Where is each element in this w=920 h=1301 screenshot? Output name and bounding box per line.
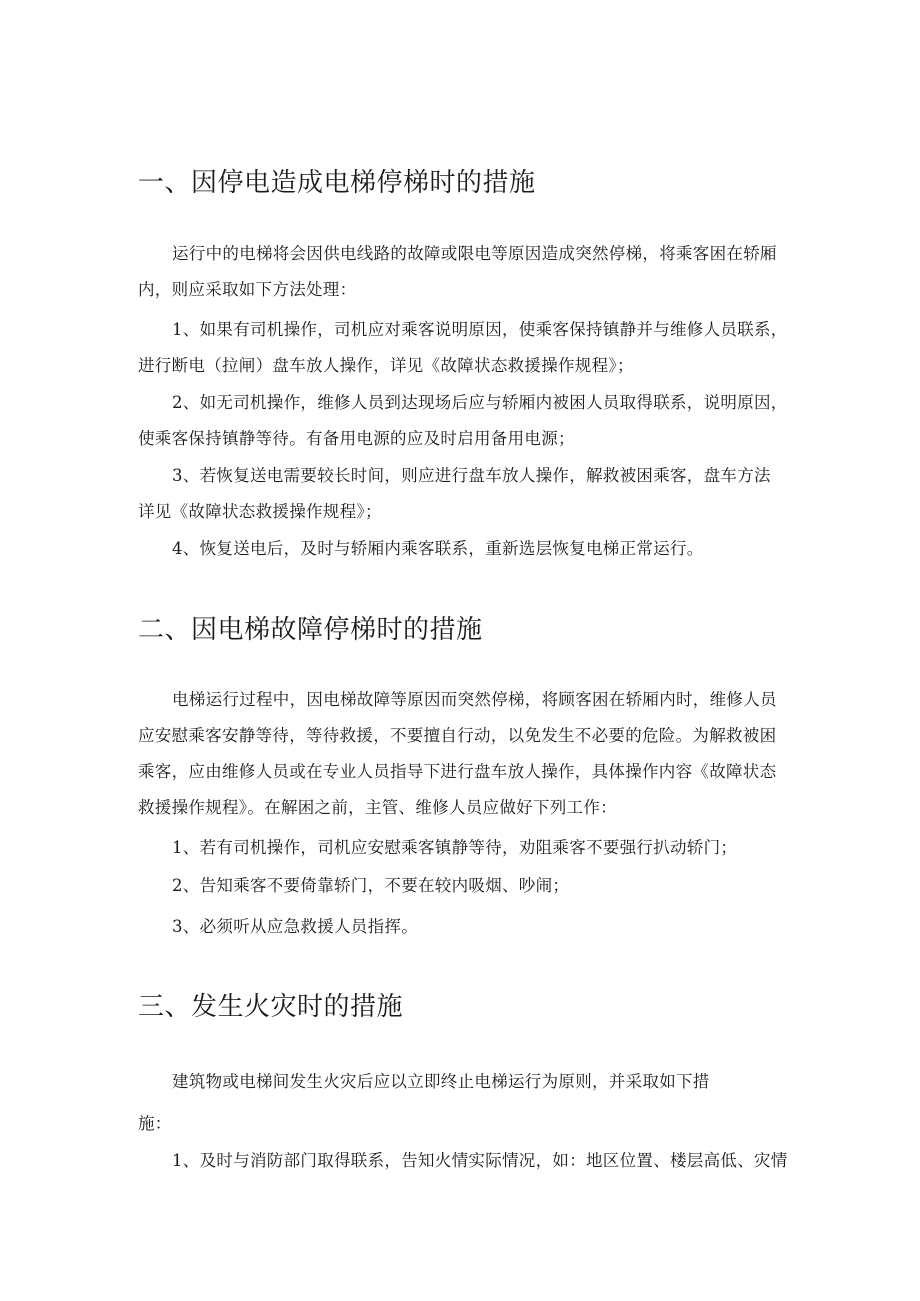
text-line: 1、若有司机操作，司机应安慰乘客镇静等待，劝阻乘客不要强行扒动轿门；	[172, 838, 738, 857]
text-line: 进行断电（拉闸）盘车放人操作，详见《故障状态救援操作规程》；	[138, 356, 634, 375]
text-line: 1、及时与消防部门取得联系，告知火情实际情况，如：地区位置、楼层高低、灾情	[172, 1151, 788, 1170]
section-2-item-1	[138, 830, 788, 866]
text-line: 1、如果有司机操作，司机应对乘客说明原因，使乘客保持镇静并与维修人员联系，	[172, 320, 788, 339]
text-line: 施：	[138, 1114, 172, 1133]
section-1-item-3	[138, 458, 788, 530]
section-3-paragraph-continued	[138, 1106, 788, 1142]
section-3-title: 三、发生火灾时的措施	[138, 992, 404, 1022]
section-2-item-2	[138, 868, 788, 904]
text-line: 2、告知乘客不要倚靠轿门，不要在较内吸烟、吵闹；	[172, 876, 570, 895]
text-line: 3、若恢复送电需要较长时间，则应进行盘车放人操作，解救被困乘客，盘车方法	[172, 466, 771, 485]
text-line: 乘客，应由维修人员或在专业人员指导下进行盘车放人操作，具体操作内容《故障状态	[138, 762, 777, 781]
section-1-title: 一、因停电造成电梯停梯时的措施	[138, 168, 536, 198]
section-1-item-4	[138, 531, 788, 567]
text-line: 内，则应采取如下方法处理：	[138, 280, 357, 299]
section-2-item-3	[138, 909, 788, 945]
text-line: 2、如无司机操作，维修人员到达现场后应与轿厢内被困人员取得联系，说明原因，	[172, 393, 788, 412]
text-line: 运行中的电梯将会因供电线路的故障或限电等原因造成突然停梯，将乘客困在轿厢	[172, 244, 777, 263]
text-line: 3、必须听从应急救援人员指挥。	[172, 917, 418, 936]
text-line: 建筑物或电梯间发生火灾后应以立即终止电梯运行为原则，并采取如下措	[172, 1072, 710, 1091]
text-line: 4、恢复送电后，及时与轿厢内乘客联系，重新选层恢复电梯正常运行。	[172, 539, 704, 558]
text-line: 应安慰乘客安静等待，等待救援，不要擅自行动，以免发生不必要的危险。为解救被困	[138, 726, 777, 745]
section-1-paragraph-intro	[138, 236, 788, 308]
text-line: 电梯运行过程中，因电梯故障等原因而突然停梯，将顾客困在轿厢内时，维修人员	[172, 690, 777, 709]
text-line: 使乘客保持镇静等待。有备用电源的应及时启用备用电源；	[138, 429, 575, 448]
section-2-title: 二、因电梯故障停梯时的措施	[138, 615, 483, 645]
text-line: 救援操作规程》。在解困之前，主管、维修人员应做好下列工作：	[138, 798, 617, 817]
section-1-item-1	[138, 312, 788, 384]
section-3-item-1	[138, 1143, 788, 1179]
text-line: 详见《故障状态救援操作规程》；	[138, 502, 382, 521]
section-3-paragraph-intro	[138, 1064, 788, 1100]
section-2-paragraph-intro	[138, 682, 788, 826]
section-1-item-2	[138, 385, 788, 457]
